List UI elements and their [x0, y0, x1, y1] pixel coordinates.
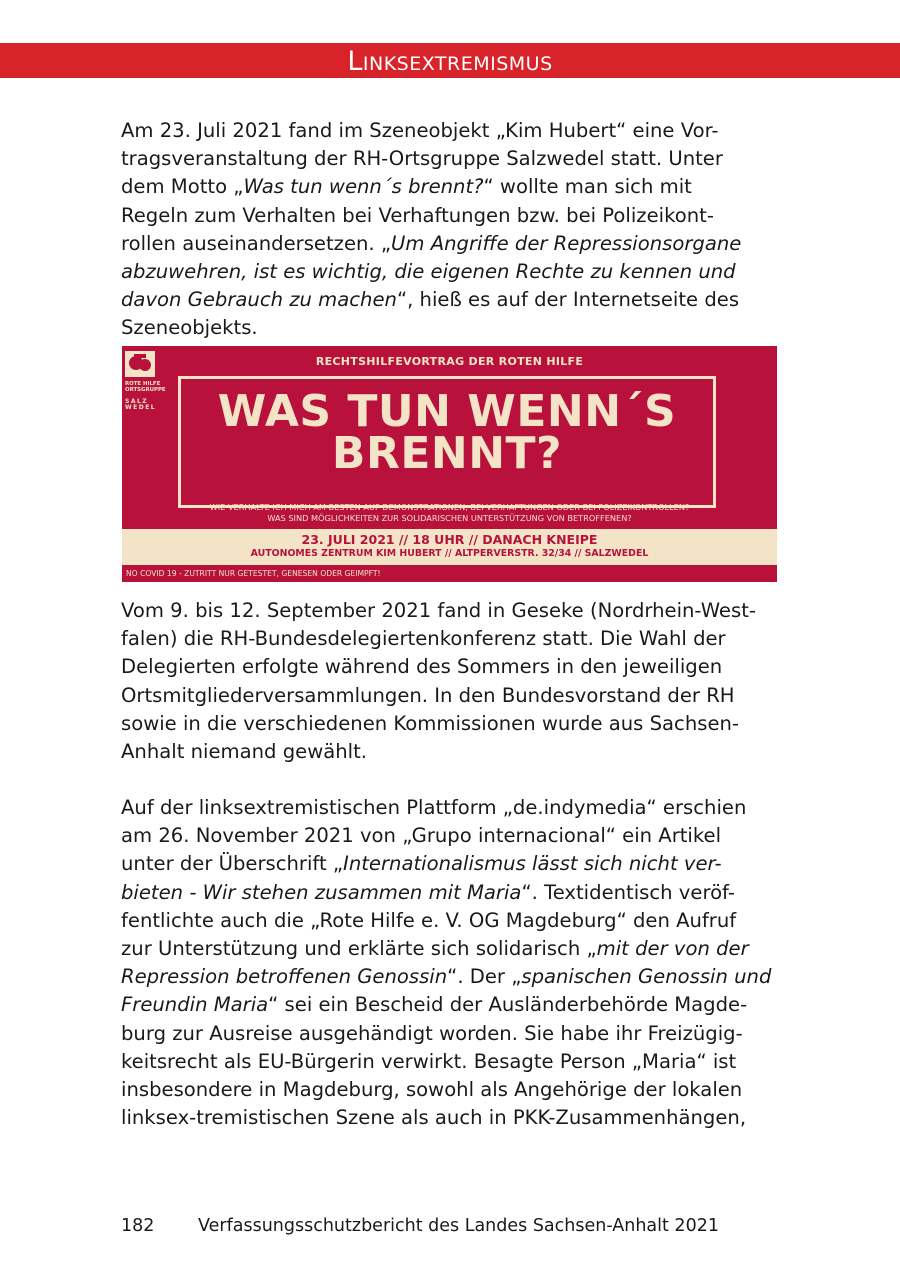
- text-line: dem Motto „Was tun wenn´s brennt?“ wollte man sich mit: [121, 175, 692, 199]
- text-line: keitsrecht als EU-Bürgerin verwirkt. Besagte Person „Maria“ ist: [121, 1049, 737, 1073]
- text-line: Am 23. Juli 2021 fand im Szeneobjekt „Kim Hubert“ eine Vor-: [121, 119, 719, 142]
- footer-publication-title: Verfassungsschutzbericht des Landes Sachsen-Anhalt 2021: [198, 1216, 719, 1236]
- banner-date: 23. JULI 2021 // 18 UHR // DANACH KNEIPE: [301, 532, 598, 547]
- banner-covid-note: NO COVID 19 - ZUTRITT NUR GETESTET, GENESEN ODER GEIMPFT!: [126, 569, 381, 578]
- text-line: Repression betroffenen Genossin“. Der „spanischen Genossin und: [121, 965, 772, 989]
- text-line: rollen auseinandersetzen. „Um Angriffe der Repressionsorgane: [121, 231, 742, 255]
- text-line: tragsveranstaltung der RH-Ortsgruppe Salzwedel statt. Unter: [121, 147, 723, 171]
- event-banner-image: [122, 346, 777, 582]
- text-line: insbesondere in Magdeburg, sowohl als Angehörige der lokalen: [121, 1078, 743, 1102]
- logo-city: SALZ WEDEL: [125, 398, 157, 411]
- section-title: Linksextremismus: [347, 46, 553, 77]
- text-line: burg zur Ausreise ausgehändigt worden. Sie habe ihr Freizügig-: [121, 1021, 743, 1045]
- page-number: 182: [121, 1216, 155, 1236]
- text-line: fentlichte auch die „Rote Hilfe e. V. OG Magdeburg“ den Aufruf: [121, 908, 737, 932]
- text-line: Delegierten erfolgte während des Sommers in den jeweiligen: [121, 655, 723, 679]
- text-line: davon Gebrauch zu machen“, hieß es auf der Internetseite des: [121, 288, 740, 312]
- paragraph-3: [121, 794, 781, 1132]
- text-line: Regeln zum Verhalten bei Verhaftungen bzw. bei Polizeikont-: [121, 203, 714, 227]
- text-line: abzuwehren, ist es wichtig, die eigenen Rechte zu kennen und: [121, 260, 736, 284]
- text-line: am 26. November 2021 von „Grupo internacional“ ein Artikel: [121, 824, 722, 848]
- text-line: Auf der linksextremistischen Plattform „de.indymedia“ erschien: [121, 796, 747, 819]
- text-line: zur Unterstützung und erklärte sich solidarisch „mit der von der: [121, 937, 749, 961]
- banner-subtitle-line-1: WIE VERHALTE ICH MICH AM BESTEN AUF DEMONSTRATIONEN, BEI VERHAFTUNGEN ODER BEI POLIZEIKONTROLLEN?: [209, 502, 690, 512]
- text-line: Freundin Maria“ sei ein Bescheid der Ausländerbehörde Magde-: [121, 993, 748, 1017]
- banner-subtitle-line-2: WAS SIND MÖGLICHKEITEN ZUR SOLIDARISCHEN UNTERSTÜTZUNG VON BETROFFENEN?: [267, 513, 632, 523]
- logo-text: ROTE HILFE ORTSGRUPPE: [125, 381, 166, 393]
- text-line: falen) die RH-Bundesdelegiertenkonferenz statt. Die Wahl der: [121, 627, 726, 651]
- paragraph-1: [121, 117, 781, 343]
- text-line: unter der Überschrift „Internationalismus lässt sich nicht ver-: [121, 852, 722, 876]
- text-line: linksex-tremistischen Szene als auch in PKK-Zusammenhängen,: [121, 1106, 747, 1130]
- banner-kicker: RECHTSHILFEVORTRAG DER ROTEN HILFE: [315, 355, 584, 368]
- text-line: Ortsmitgliederversammlungen. In den Bundesvorstand der RH: [121, 683, 735, 707]
- banner-headline-line-1: WAS TUN WENN´S: [217, 386, 677, 437]
- text-line: Anhalt niemand gewählt.: [121, 740, 367, 764]
- paragraph-2: [121, 597, 781, 766]
- banner-headline-line-2: BRENNT?: [331, 428, 563, 479]
- text-line: Szeneobjekts.: [121, 316, 258, 340]
- banner-venue: AUTONOMES ZENTRUM KIM HUBERT // ALTPERVERSTR. 32/34 // SALZWEDEL: [250, 548, 649, 559]
- text-line: sowie in die verschiedenen Kommissionen wurde aus Sachsen-: [121, 711, 739, 735]
- text-line: Vom 9. bis 12. September 2021 fand in Geseke (Nordrhein-West-: [121, 599, 756, 622]
- text-line: bieten - Wir stehen zusammen mit Maria“. Textidentisch veröf-: [121, 880, 735, 904]
